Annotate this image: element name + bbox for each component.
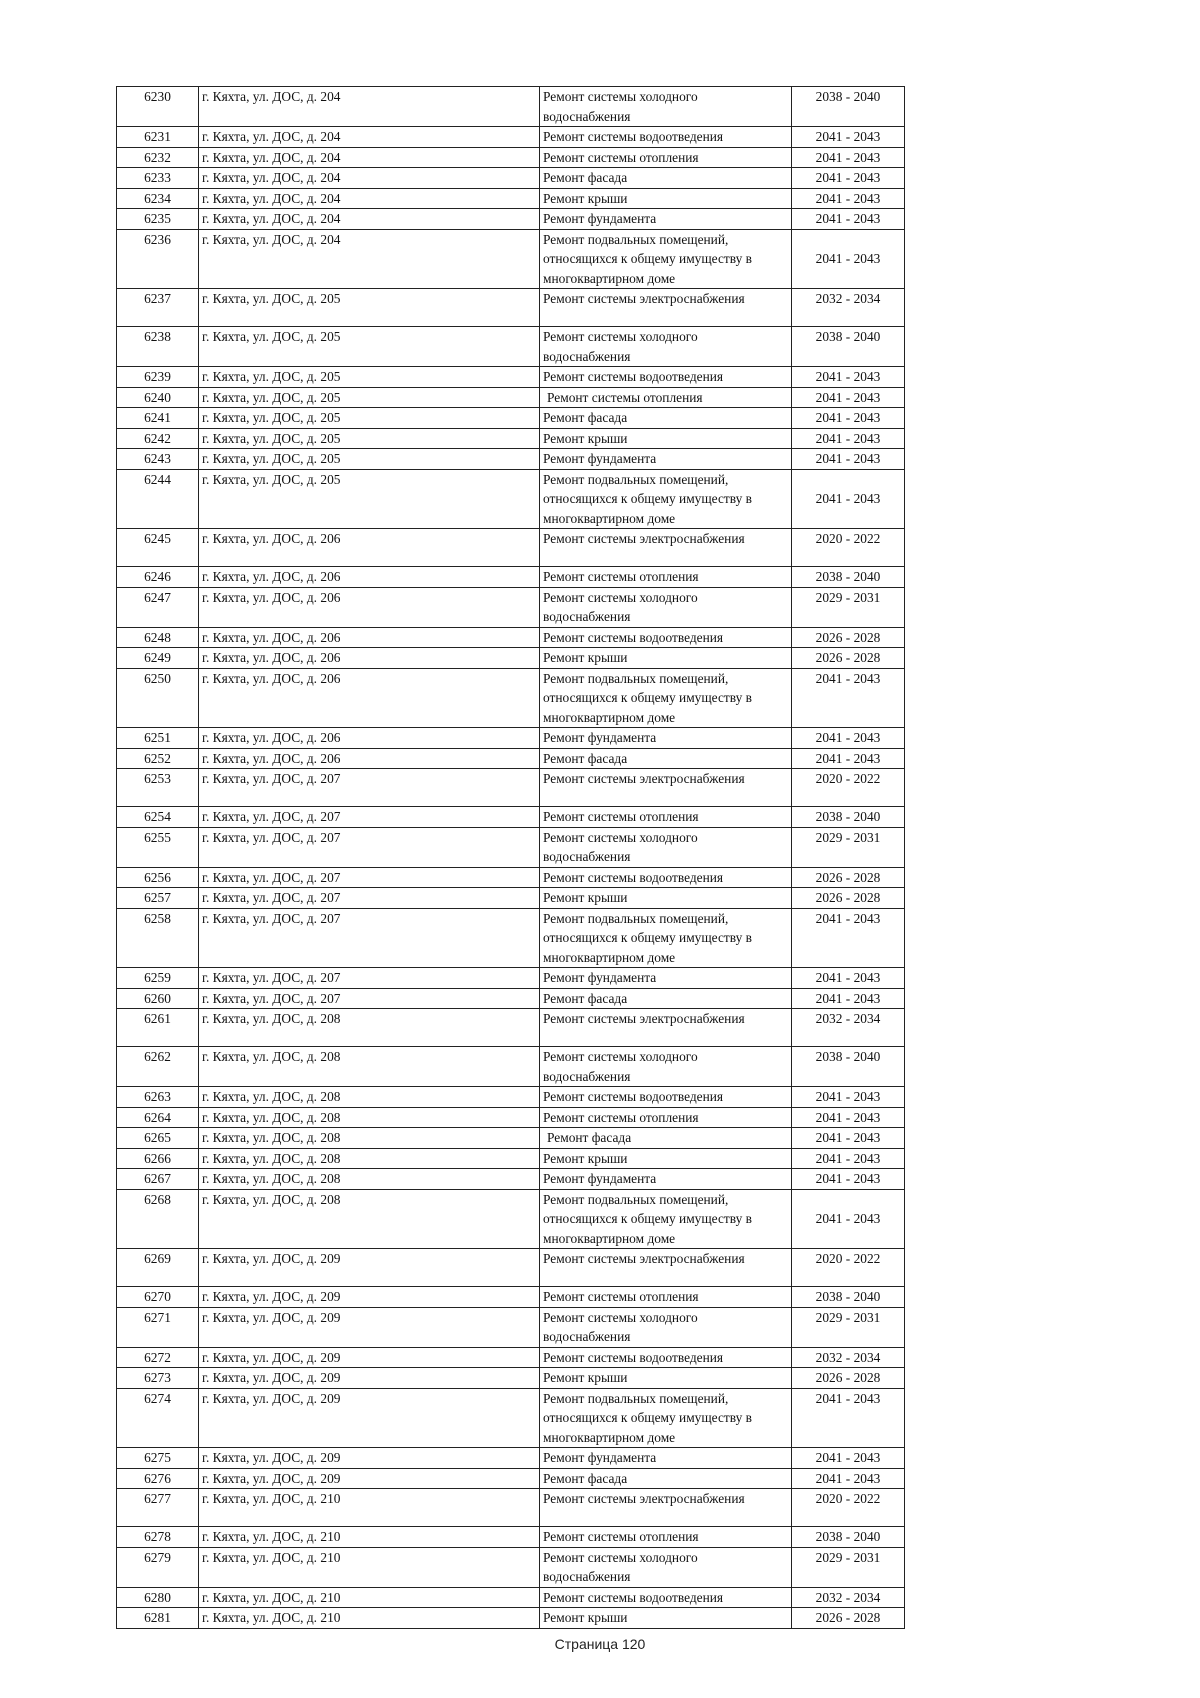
- period-cell: 2041 - 2043: [792, 1189, 905, 1249]
- row-number: 6244: [117, 469, 199, 529]
- table-row: [117, 1148, 905, 1169]
- table-row: [117, 168, 905, 189]
- address-cell: г. Кяхта, ул. ДОС, д. 207: [199, 988, 540, 1009]
- period-cell: 2041 - 2043: [792, 367, 905, 388]
- period-cell: 2041 - 2043: [792, 188, 905, 209]
- table-row: [117, 209, 905, 230]
- row-number: 6242: [117, 428, 199, 449]
- work-type-cell: Ремонт подвальных помещений, относящихся к общему имуществу в многоквартирном доме: [540, 668, 792, 728]
- table-row: [117, 728, 905, 749]
- row-number: 6266: [117, 1148, 199, 1169]
- row-number: 6236: [117, 229, 199, 289]
- work-type-cell: Ремонт системы отопления: [540, 807, 792, 828]
- address-cell: г. Кяхта, ул. ДОС, д. 205: [199, 469, 540, 529]
- work-type-cell: Ремонт системы холодного водоснабжения: [540, 827, 792, 867]
- table-body: [117, 87, 905, 1629]
- row-number: 6268: [117, 1189, 199, 1249]
- address-cell: г. Кяхта, ул. ДОС, д. 209: [199, 1307, 540, 1347]
- period-cell: 2020 - 2022: [792, 1489, 905, 1527]
- row-number: 6254: [117, 807, 199, 828]
- period-cell: 2041 - 2043: [792, 1388, 905, 1448]
- address-cell: г. Кяхта, ул. ДОС, д. 208: [199, 1128, 540, 1149]
- address-cell: г. Кяхта, ул. ДОС, д. 205: [199, 408, 540, 429]
- period-cell: 2029 - 2031: [792, 827, 905, 867]
- row-number: 6232: [117, 147, 199, 168]
- row-number: 6260: [117, 988, 199, 1009]
- work-type-cell: Ремонт системы водоотведения: [540, 127, 792, 148]
- address-cell: г. Кяхта, ул. ДОС, д. 206: [199, 648, 540, 669]
- work-type-cell: Ремонт системы отопления: [540, 1107, 792, 1128]
- table-row: [117, 1287, 905, 1308]
- period-cell: 2041 - 2043: [792, 1468, 905, 1489]
- period-cell: 2038 - 2040: [792, 1287, 905, 1308]
- table-row: [117, 127, 905, 148]
- row-number: 6271: [117, 1307, 199, 1347]
- work-type-cell: Ремонт системы электроснабжения: [540, 1249, 792, 1287]
- period-cell: 2029 - 2031: [792, 587, 905, 627]
- table-row: [117, 567, 905, 588]
- table-row: [117, 1107, 905, 1128]
- row-number: 6278: [117, 1527, 199, 1548]
- work-type-cell: Ремонт фасада: [540, 748, 792, 769]
- row-number: 6231: [117, 127, 199, 148]
- period-cell: 2041 - 2043: [792, 229, 905, 289]
- table-row: [117, 229, 905, 289]
- work-type-cell: Ремонт системы водоотведения: [540, 867, 792, 888]
- address-cell: г. Кяхта, ул. ДОС, д. 207: [199, 827, 540, 867]
- period-cell: 2041 - 2043: [792, 147, 905, 168]
- period-cell: 2038 - 2040: [792, 87, 905, 127]
- work-type-cell: Ремонт крыши: [540, 188, 792, 209]
- address-cell: г. Кяхта, ул. ДОС, д. 204: [199, 188, 540, 209]
- work-type-cell: Ремонт крыши: [540, 888, 792, 909]
- address-cell: г. Кяхта, ул. ДОС, д. 209: [199, 1388, 540, 1448]
- period-cell: 2041 - 2043: [792, 728, 905, 749]
- table-row: [117, 748, 905, 769]
- address-cell: г. Кяхта, ул. ДОС, д. 205: [199, 387, 540, 408]
- address-cell: г. Кяхта, ул. ДОС, д. 206: [199, 728, 540, 749]
- address-cell: г. Кяхта, ул. ДОС, д. 209: [199, 1368, 540, 1389]
- work-type-cell: Ремонт фасада: [540, 408, 792, 429]
- work-type-cell: Ремонт крыши: [540, 1608, 792, 1629]
- address-cell: г. Кяхта, ул. ДОС, д. 205: [199, 289, 540, 327]
- work-type-cell: Ремонт фасада: [540, 988, 792, 1009]
- address-cell: г. Кяхта, ул. ДОС, д. 210: [199, 1527, 540, 1548]
- address-cell: г. Кяхта, ул. ДОС, д. 205: [199, 449, 540, 470]
- period-cell: 2026 - 2028: [792, 867, 905, 888]
- address-cell: г. Кяхта, ул. ДОС, д. 206: [199, 748, 540, 769]
- address-cell: г. Кяхта, ул. ДОС, д. 204: [199, 127, 540, 148]
- period-cell: 2032 - 2034: [792, 1587, 905, 1608]
- address-cell: г. Кяхта, ул. ДОС, д. 206: [199, 668, 540, 728]
- work-type-cell: Ремонт фундамента: [540, 1169, 792, 1190]
- row-number: 6259: [117, 968, 199, 989]
- row-number: 6237: [117, 289, 199, 327]
- work-type-cell: Ремонт системы отопления: [540, 567, 792, 588]
- work-type-cell: Ремонт системы водоотведения: [540, 367, 792, 388]
- period-cell: 2041 - 2043: [792, 1169, 905, 1190]
- table-row: [117, 469, 905, 529]
- work-type-cell: Ремонт системы водоотведения: [540, 1347, 792, 1368]
- row-number: 6280: [117, 1587, 199, 1608]
- period-cell: 2032 - 2034: [792, 289, 905, 327]
- work-type-cell: Ремонт системы водоотведения: [540, 1587, 792, 1608]
- period-cell: 2041 - 2043: [792, 1148, 905, 1169]
- row-number: 6240: [117, 387, 199, 408]
- address-cell: г. Кяхта, ул. ДОС, д. 204: [199, 87, 540, 127]
- work-type-cell: Ремонт системы отопления: [540, 1527, 792, 1548]
- table-row: [117, 408, 905, 429]
- address-cell: г. Кяхта, ул. ДОС, д. 210: [199, 1489, 540, 1527]
- row-number: 6238: [117, 327, 199, 367]
- work-type-cell: Ремонт крыши: [540, 1368, 792, 1389]
- work-type-cell: Ремонт системы холодного водоснабжения: [540, 587, 792, 627]
- period-cell: 2029 - 2031: [792, 1547, 905, 1587]
- table-row: [117, 908, 905, 968]
- work-type-cell: Ремонт крыши: [540, 648, 792, 669]
- work-type-cell: Ремонт фасада: [540, 1128, 792, 1149]
- work-type-cell: Ремонт подвальных помещений, относящихся к общему имуществу в многоквартирном доме: [540, 469, 792, 529]
- address-cell: г. Кяхта, ул. ДОС, д. 205: [199, 327, 540, 367]
- row-number: 6255: [117, 827, 199, 867]
- period-cell: 2038 - 2040: [792, 807, 905, 828]
- table-row: [117, 769, 905, 807]
- address-cell: г. Кяхта, ул. ДОС, д. 207: [199, 888, 540, 909]
- period-cell: 2041 - 2043: [792, 1087, 905, 1108]
- work-type-cell: Ремонт системы водоотведения: [540, 627, 792, 648]
- table-row: [117, 1368, 905, 1389]
- table-row: [117, 529, 905, 567]
- row-number: 6263: [117, 1087, 199, 1108]
- table-row: [117, 1169, 905, 1190]
- work-type-cell: Ремонт системы электроснабжения: [540, 529, 792, 567]
- row-number: 6253: [117, 769, 199, 807]
- row-number: 6258: [117, 908, 199, 968]
- address-cell: г. Кяхта, ул. ДОС, д. 209: [199, 1448, 540, 1469]
- period-cell: 2041 - 2043: [792, 1448, 905, 1469]
- work-type-cell: Ремонт фундамента: [540, 449, 792, 470]
- table-row: [117, 1448, 905, 1469]
- row-number: 6273: [117, 1368, 199, 1389]
- table-row: [117, 87, 905, 127]
- row-number: 6281: [117, 1608, 199, 1629]
- work-type-cell: Ремонт системы холодного водоснабжения: [540, 1307, 792, 1347]
- work-type-cell: Ремонт фундамента: [540, 968, 792, 989]
- table-row: [117, 367, 905, 388]
- address-cell: г. Кяхта, ул. ДОС, д. 204: [199, 209, 540, 230]
- table-row: [117, 587, 905, 627]
- period-cell: 2041 - 2043: [792, 748, 905, 769]
- row-number: 6251: [117, 728, 199, 749]
- table-row: [117, 449, 905, 470]
- row-number: 6265: [117, 1128, 199, 1149]
- table-row: [117, 1347, 905, 1368]
- table-row: [117, 1249, 905, 1287]
- period-cell: 2038 - 2040: [792, 1527, 905, 1548]
- address-cell: г. Кяхта, ул. ДОС, д. 209: [199, 1468, 540, 1489]
- row-number: 6250: [117, 668, 199, 728]
- address-cell: г. Кяхта, ул. ДОС, д. 209: [199, 1287, 540, 1308]
- address-cell: г. Кяхта, ул. ДОС, д. 207: [199, 769, 540, 807]
- work-type-cell: Ремонт системы водоотведения: [540, 1087, 792, 1108]
- period-cell: 2041 - 2043: [792, 1107, 905, 1128]
- address-cell: г. Кяхта, ул. ДОС, д. 204: [199, 168, 540, 189]
- work-type-cell: Ремонт системы отопления: [540, 387, 792, 408]
- row-number: 6230: [117, 87, 199, 127]
- row-number: 6256: [117, 867, 199, 888]
- table-row: [117, 867, 905, 888]
- address-cell: г. Кяхта, ул. ДОС, д. 208: [199, 1148, 540, 1169]
- address-cell: г. Кяхта, ул. ДОС, д. 207: [199, 968, 540, 989]
- table-row: [117, 827, 905, 867]
- row-number: 6270: [117, 1287, 199, 1308]
- table-row: [117, 988, 905, 1009]
- repair-schedule-table: [116, 86, 905, 1629]
- work-type-cell: Ремонт системы электроснабжения: [540, 289, 792, 327]
- table-row: [117, 387, 905, 408]
- period-cell: 2041 - 2043: [792, 168, 905, 189]
- address-cell: г. Кяхта, ул. ДОС, д. 204: [199, 147, 540, 168]
- work-type-cell: Ремонт системы отопления: [540, 1287, 792, 1308]
- address-cell: г. Кяхта, ул. ДОС, д. 209: [199, 1347, 540, 1368]
- period-cell: 2026 - 2028: [792, 1608, 905, 1629]
- table-row: [117, 188, 905, 209]
- work-type-cell: Ремонт системы электроснабжения: [540, 1489, 792, 1527]
- row-number: 6277: [117, 1489, 199, 1527]
- work-type-cell: Ремонт крыши: [540, 1148, 792, 1169]
- work-type-cell: Ремонт системы холодного водоснабжения: [540, 1047, 792, 1087]
- row-number: 6279: [117, 1547, 199, 1587]
- table-row: [117, 1388, 905, 1448]
- address-cell: г. Кяхта, ул. ДОС, д. 209: [199, 1249, 540, 1287]
- period-cell: 2026 - 2028: [792, 648, 905, 669]
- table-row: [117, 1608, 905, 1629]
- row-number: 6235: [117, 209, 199, 230]
- row-number: 6269: [117, 1249, 199, 1287]
- work-type-cell: Ремонт системы холодного водоснабжения: [540, 87, 792, 127]
- address-cell: г. Кяхта, ул. ДОС, д. 205: [199, 428, 540, 449]
- work-type-cell: Ремонт фасада: [540, 168, 792, 189]
- table-row: [117, 289, 905, 327]
- work-type-cell: Ремонт подвальных помещений, относящихся к общему имуществу в многоквартирном доме: [540, 1189, 792, 1249]
- period-cell: 2041 - 2043: [792, 668, 905, 728]
- address-cell: г. Кяхта, ул. ДОС, д. 206: [199, 529, 540, 567]
- row-number: 6246: [117, 567, 199, 588]
- work-type-cell: Ремонт фундамента: [540, 209, 792, 230]
- address-cell: г. Кяхта, ул. ДОС, д. 206: [199, 587, 540, 627]
- address-cell: г. Кяхта, ул. ДОС, д. 210: [199, 1587, 540, 1608]
- table-row: [117, 428, 905, 449]
- table-row: [117, 648, 905, 669]
- work-type-cell: Ремонт подвальных помещений, относящихся к общему имуществу в многоквартирном доме: [540, 1388, 792, 1448]
- address-cell: г. Кяхта, ул. ДОС, д. 207: [199, 807, 540, 828]
- period-cell: 2041 - 2043: [792, 387, 905, 408]
- row-number: 6257: [117, 888, 199, 909]
- table-row: [117, 1189, 905, 1249]
- address-cell: г. Кяхта, ул. ДОС, д. 208: [199, 1169, 540, 1190]
- period-cell: 2038 - 2040: [792, 327, 905, 367]
- row-number: 6262: [117, 1047, 199, 1087]
- period-cell: 2041 - 2043: [792, 469, 905, 529]
- table-row: [117, 668, 905, 728]
- period-cell: 2041 - 2043: [792, 209, 905, 230]
- period-cell: 2041 - 2043: [792, 968, 905, 989]
- row-number: 6234: [117, 188, 199, 209]
- address-cell: г. Кяхта, ул. ДОС, д. 206: [199, 627, 540, 648]
- period-cell: 2032 - 2034: [792, 1347, 905, 1368]
- work-type-cell: Ремонт системы электроснабжения: [540, 1009, 792, 1047]
- table-row: [117, 888, 905, 909]
- row-number: 6275: [117, 1448, 199, 1469]
- address-cell: г. Кяхта, ул. ДОС, д. 210: [199, 1547, 540, 1587]
- address-cell: г. Кяхта, ул. ДОС, д. 205: [199, 367, 540, 388]
- table-row: [117, 1587, 905, 1608]
- row-number: 6248: [117, 627, 199, 648]
- work-type-cell: Ремонт подвальных помещений, относящихся к общему имуществу в многоквартирном доме: [540, 229, 792, 289]
- table-row: [117, 1468, 905, 1489]
- work-type-cell: Ремонт фундамента: [540, 1448, 792, 1469]
- period-cell: 2026 - 2028: [792, 627, 905, 648]
- work-type-cell: Ремонт фундамента: [540, 728, 792, 749]
- period-cell: 2020 - 2022: [792, 1249, 905, 1287]
- row-number: 6239: [117, 367, 199, 388]
- page-number: Страница 120: [554, 1636, 646, 1652]
- period-cell: 2041 - 2043: [792, 908, 905, 968]
- work-type-cell: Ремонт системы электроснабжения: [540, 769, 792, 807]
- table-row: [117, 1547, 905, 1587]
- row-number: 6252: [117, 748, 199, 769]
- address-cell: г. Кяхта, ул. ДОС, д. 204: [199, 229, 540, 289]
- row-number: 6243: [117, 449, 199, 470]
- table-row: [117, 147, 905, 168]
- period-cell: 2020 - 2022: [792, 769, 905, 807]
- table-row: [117, 1307, 905, 1347]
- row-number: 6233: [117, 168, 199, 189]
- address-cell: г. Кяхта, ул. ДОС, д. 208: [199, 1107, 540, 1128]
- period-cell: 2020 - 2022: [792, 529, 905, 567]
- period-cell: 2041 - 2043: [792, 988, 905, 1009]
- work-type-cell: Ремонт подвальных помещений, относящихся к общему имуществу в многоквартирном доме: [540, 908, 792, 968]
- address-cell: г. Кяхта, ул. ДОС, д. 208: [199, 1009, 540, 1047]
- row-number: 6274: [117, 1388, 199, 1448]
- row-number: 6267: [117, 1169, 199, 1190]
- table-row: [117, 1009, 905, 1047]
- period-cell: 2041 - 2043: [792, 449, 905, 470]
- period-cell: 2041 - 2043: [792, 408, 905, 429]
- row-number: 6272: [117, 1347, 199, 1368]
- period-cell: 2038 - 2040: [792, 567, 905, 588]
- address-cell: г. Кяхта, ул. ДОС, д. 208: [199, 1189, 540, 1249]
- table-row: [117, 627, 905, 648]
- period-cell: 2038 - 2040: [792, 1047, 905, 1087]
- work-type-cell: Ремонт фасада: [540, 1468, 792, 1489]
- work-type-cell: Ремонт системы холодного водоснабжения: [540, 327, 792, 367]
- row-number: 6245: [117, 529, 199, 567]
- table-row: [117, 1489, 905, 1527]
- row-number: 6276: [117, 1468, 199, 1489]
- table-row: [117, 327, 905, 367]
- address-cell: г. Кяхта, ул. ДОС, д. 210: [199, 1608, 540, 1629]
- period-cell: 2026 - 2028: [792, 888, 905, 909]
- row-number: 6241: [117, 408, 199, 429]
- period-cell: 2041 - 2043: [792, 127, 905, 148]
- row-number: 6249: [117, 648, 199, 669]
- period-cell: 2032 - 2034: [792, 1009, 905, 1047]
- period-cell: 2041 - 2043: [792, 1128, 905, 1149]
- row-number: 6247: [117, 587, 199, 627]
- row-number: 6264: [117, 1107, 199, 1128]
- table-row: [117, 1128, 905, 1149]
- address-cell: г. Кяхта, ул. ДОС, д. 207: [199, 908, 540, 968]
- table-row: [117, 968, 905, 989]
- work-type-cell: Ремонт системы отопления: [540, 147, 792, 168]
- period-cell: 2026 - 2028: [792, 1368, 905, 1389]
- work-type-cell: Ремонт системы холодного водоснабжения: [540, 1547, 792, 1587]
- address-cell: г. Кяхта, ул. ДОС, д. 206: [199, 567, 540, 588]
- period-cell: 2029 - 2031: [792, 1307, 905, 1347]
- address-cell: г. Кяхта, ул. ДОС, д. 207: [199, 867, 540, 888]
- address-cell: г. Кяхта, ул. ДОС, д. 208: [199, 1087, 540, 1108]
- period-cell: 2041 - 2043: [792, 428, 905, 449]
- table-row: [117, 807, 905, 828]
- row-number: 6261: [117, 1009, 199, 1047]
- table-row: [117, 1527, 905, 1548]
- address-cell: г. Кяхта, ул. ДОС, д. 208: [199, 1047, 540, 1087]
- table-row: [117, 1087, 905, 1108]
- work-type-cell: Ремонт крыши: [540, 428, 792, 449]
- table-row: [117, 1047, 905, 1087]
